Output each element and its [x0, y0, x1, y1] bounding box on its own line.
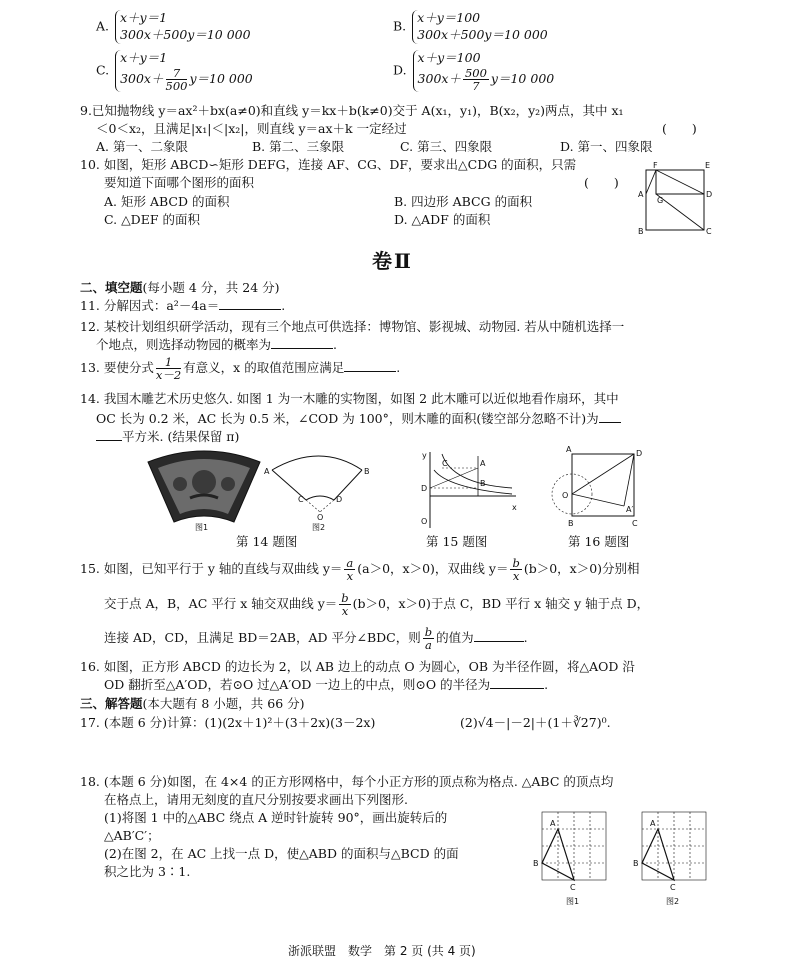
section-note: (本大题有 8 小题，共 66 分) [142, 696, 305, 711]
point-label-a-prime: A′ [626, 505, 634, 514]
point-label-b: B [633, 859, 639, 868]
point-label-o: O [317, 513, 324, 522]
volume-title: 卷Ⅱ [372, 249, 413, 273]
period: . [333, 337, 337, 352]
question-text: 15. 如图，已知平行于 y 轴的直线与双曲线 y＝ [80, 561, 343, 577]
option-label: C. [96, 62, 110, 78]
question-text: 平方米. (结果保留 π) [122, 429, 240, 444]
q15-line3 [104, 626, 528, 651]
segment-oa2 [572, 494, 624, 506]
fraction [166, 67, 188, 92]
q18-line3: (1)将图 1 中的△ABC 绕点 A 逆时针旋转 90°，画出旋转后的 [104, 810, 448, 825]
answer-blank[interactable] [219, 309, 281, 310]
equation-line: x＋y＝1 [120, 50, 168, 65]
section-2-heading [80, 281, 280, 295]
period: . [396, 360, 401, 376]
fraction [339, 592, 350, 617]
eq-part: y＝10 000 [490, 70, 555, 86]
numerator: b [341, 591, 349, 605]
q17-part1: 17. (本题 6 分)计算：(1)(2x＋1)²＋(3＋2x)(3－2x) [80, 715, 376, 730]
point-label-c: C [670, 883, 676, 892]
hyperbola-a [442, 454, 512, 488]
point-label-c: C [570, 883, 576, 892]
fig15 [416, 448, 520, 534]
question-text: 13. 要使分式 [80, 360, 154, 376]
point-label-d: D [421, 484, 428, 493]
denominator: 500 [165, 78, 188, 93]
question-text: 的值为 [436, 630, 474, 646]
q16-line1: 16. 如图，正方形 ABCD 的边长为 2，以 AB 边上的动点 O 为圆心，OB 为半径作圆，将△AOD 沿 [80, 659, 635, 674]
point-label-b: B [533, 859, 539, 868]
square-abcd [572, 454, 634, 516]
equation-line: x＋y＝100 [417, 50, 481, 65]
q9-line1: 9.已知抛物线 y＝ax²＋bx(a≠0)和直线 y＝kx＋b(k≠0)交于 A(x₁，y₁)，B(x₂，y₂)两点，其中 x₁ [80, 103, 624, 118]
question-text: (a＞0，x＞0)，双曲线 y＝ [357, 561, 509, 577]
section-3-heading [80, 697, 305, 711]
denominator: x [512, 569, 520, 584]
numerator: 1 [156, 356, 181, 369]
segment-af [646, 170, 656, 194]
q8-option-d [393, 50, 554, 92]
q12-line1: 12. 某校计划组织研学活动，现有三个地点可供选择：博物馆、影视城、动物园. 若从中随机选择一 [80, 319, 625, 334]
point-label-o: O [562, 491, 569, 500]
q14-line3 [96, 430, 239, 444]
q10-line1: 10. 如图，矩形 ABCD∽矩形 DEFG，连接 AF、CG、DF，要求出△CDG 的面积，只需 [80, 157, 577, 172]
fraction [510, 557, 521, 582]
numerator: 500 [464, 65, 487, 80]
equation-line: 300x＋500y＝10 000 [417, 26, 548, 42]
question-text: 11. 分解因式：a²－4a＝ [80, 298, 220, 313]
numerator: a [346, 556, 354, 570]
point-label-d: D [636, 449, 643, 458]
fig14 [140, 448, 370, 534]
point-label-c: C [442, 459, 448, 468]
fig14-caption: 第 14 题图 [236, 534, 298, 549]
answer-blank[interactable] [271, 348, 333, 349]
fraction [156, 356, 181, 381]
q16-line2 [104, 678, 548, 692]
fraction [344, 557, 355, 582]
question-text: 连接 AD，CD，且满足 BD＝2AB，AD 平分∠BDC，则 [104, 630, 421, 646]
denominator: x [346, 569, 354, 584]
q10-line2: 要知道下面哪个图形的面积 [104, 175, 255, 190]
q11: 11. 分解因式：a²－4a＝ . [80, 298, 286, 313]
equation-system [115, 10, 251, 44]
option-label: D. [393, 62, 407, 78]
q18-line1: 18. (本题 6 分)如图，在 4×4 的正方形网格中，每个小正方形的顶点称为格点. △ABC 的顶点均 [80, 774, 614, 789]
segment-od [572, 454, 634, 494]
q10-option-d: D. △ADF 的面积 [394, 212, 491, 227]
eq-part: y＝10 000 [189, 70, 253, 86]
equation-system [115, 50, 253, 92]
wood-carving-photo [148, 451, 260, 522]
fig16 [550, 445, 660, 534]
axis-label-y: y [422, 451, 427, 460]
q18-line5: (2)在图 2，在 AC 上找一点 D，使△ABD 的面积与△BCD 的面 [104, 846, 459, 861]
q8-option-c [96, 50, 253, 92]
numerator: b [424, 625, 433, 639]
point-label-b: B [364, 467, 370, 476]
fig16-caption: 第 16 题图 [568, 534, 630, 549]
q14-line2 [96, 412, 621, 426]
denominator: x－2 [155, 368, 182, 383]
equation-line: 300x＋500y＝10 000 [120, 26, 251, 42]
period: . [523, 630, 528, 646]
answer-blank[interactable] [490, 688, 544, 689]
question-text: OD 翻折至△A′OD，若⊙O 过△A′OD 一边上的中点，则⊙O 的半径为 [104, 677, 491, 692]
point-label-a: A [264, 467, 270, 476]
q18-line6: 积之比为 3∶1. [104, 864, 191, 879]
q9-option-b: B. 第二、三象限 [252, 139, 345, 154]
q18-figures [530, 808, 720, 910]
period: . [544, 677, 549, 692]
denominator: 7 [472, 78, 480, 93]
fig1-label: 图1 [195, 523, 209, 532]
q12-line2 [96, 338, 337, 352]
point-label-c: C [706, 227, 712, 236]
q13 [80, 356, 400, 381]
page-footer: 浙派联盟 数学 第 2 页 (共 4 页) [288, 944, 476, 958]
point-label-c: C [632, 519, 638, 528]
point-label-a: A [550, 819, 556, 828]
answer-blank[interactable] [474, 641, 524, 642]
question-text: 有意义，x 的取值范围应满足 [183, 360, 345, 376]
equation-system [413, 50, 555, 92]
q18-line2: 在格点上，请用无刻度的直尺分别按要求画出下列图形. [104, 792, 408, 807]
point-label-e: E [705, 161, 711, 170]
denominator: a [424, 638, 432, 653]
q10-answer-paren: ( ) [584, 175, 619, 190]
answer-blank[interactable] [344, 371, 396, 372]
equation-line: x＋y＝100 [417, 10, 481, 25]
equation-line [418, 67, 555, 92]
point-label-a: A [638, 190, 644, 199]
point-label-d: D [336, 495, 343, 504]
equation-line: x＋y＝1 [120, 10, 168, 25]
answer-blank-cont[interactable] [96, 440, 122, 441]
fig15-caption: 第 15 题图 [426, 534, 488, 549]
q10-figure [636, 158, 716, 234]
point-label-o: O [421, 517, 428, 526]
numerator: b [512, 556, 520, 570]
q9-option-d: D. 第一、四象限 [560, 139, 653, 154]
section-title: 二、填空题 [80, 280, 143, 295]
q9-line2: ＜0＜x₂，且满足|x₁|＜|x₂|，则直线 y＝ax＋k 一定经过 [96, 121, 407, 136]
q18-line4: △AB′C′； [104, 828, 160, 843]
point-label-b: B [568, 519, 574, 528]
denominator: x [341, 604, 349, 619]
eq-part: 300x＋ [417, 70, 461, 86]
q8-option-a [96, 10, 251, 44]
question-text: 交于点 A，B，AC 平行 x 轴交双曲线 y＝ [104, 596, 338, 612]
question-text: (b＞0，x＞0)分别相 [523, 561, 640, 577]
point-label-b: B [638, 227, 644, 236]
question-text: (b＞0，x＞0)于点 C，BD 平行 x 轴交 y 轴于点 D， [352, 596, 650, 612]
point-label-g: G [657, 196, 664, 205]
sector-diagram [272, 456, 362, 512]
point-label-d: D [706, 190, 713, 199]
section-note: (每小题 4 分，共 24 分) [142, 280, 280, 295]
q8-option-b [393, 10, 548, 44]
q17-part2: (2)√4－|－2|＋(1＋∛27)⁰. [460, 715, 611, 730]
question-text: 个地点，则选择动物园的概率为 [96, 337, 272, 352]
segment-da2 [624, 454, 634, 506]
point-label-a: A [480, 459, 486, 468]
segment-fd [656, 170, 704, 194]
answer-blank[interactable] [599, 422, 621, 423]
q9-option-a: A. 第一、二象限 [96, 139, 188, 154]
q10-option-a: A. 矩形 ABCD 的面积 [104, 194, 230, 209]
hyperbola-b [434, 470, 512, 494]
point-label-a: A [650, 819, 656, 828]
axis-label-x: x [512, 503, 517, 512]
fig2-label: 图2 [666, 897, 680, 906]
q10-option-c: C. △DEF 的面积 [104, 212, 200, 227]
numerator: 7 [166, 67, 188, 80]
q14-line1: 14. 我国木雕艺术历史悠久. 如图 1 为一木雕的实物图，如图 2 此木雕可以近似地看作扇环，其中 [80, 391, 619, 406]
fraction [423, 626, 434, 651]
q9-answer-paren: ( ) [662, 121, 697, 136]
q15-line1 [80, 557, 640, 582]
point-label-a: A [566, 445, 572, 454]
q15-line2 [104, 592, 649, 617]
section-title: 三、解答题 [80, 696, 143, 711]
q9-option-c: C. 第三、四象限 [400, 139, 493, 154]
fig2-label: 图2 [312, 523, 326, 532]
q10-option-b: B. 四边形 ABCG 的面积 [394, 194, 533, 209]
equation-line [120, 67, 253, 92]
equation-system [412, 10, 548, 44]
fraction [463, 67, 489, 92]
eq-part: 300x＋ [120, 70, 164, 86]
option-label: A. [96, 18, 110, 34]
fig1-label: 图1 [566, 897, 580, 906]
question-text: OC 长为 0.2 米，AC 长为 0.5 米，∠COD 为 100°，则木雕的面积(镂空部分忽略不计)为 [96, 411, 599, 426]
point-label-f: F [653, 161, 658, 170]
point-label-b: B [480, 479, 486, 488]
point-label-c: C [298, 495, 304, 504]
option-label: B. [393, 18, 407, 34]
